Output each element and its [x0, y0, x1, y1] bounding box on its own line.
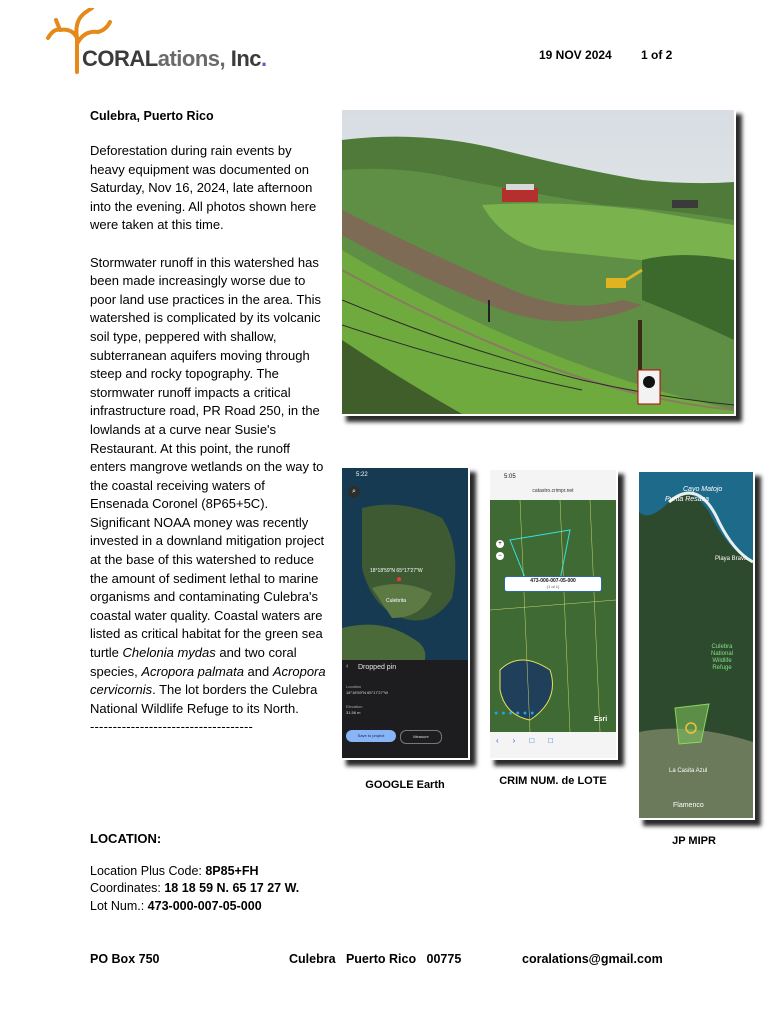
- logo-ations: ations,: [157, 46, 226, 71]
- coordinates-label: Coordinates:: [90, 881, 165, 896]
- article-paragraph-2: [90, 254, 326, 719]
- sheet-title: Dropped pin: [358, 664, 397, 671]
- lot-label: Lot Num.:: [90, 898, 148, 913]
- save-to-project-button[interactable]: Save to project: [346, 730, 396, 742]
- article-paragraph-1: Deforestation during rain events by heavy equipment was documented on Saturday, Nov 16, 2024, late afternoon into the evening. All photos shown here were taken at this time.: [90, 143, 317, 233]
- company-logo: [44, 8, 267, 80]
- jp-mipr-map: [637, 470, 755, 820]
- lot-popup[interactable]: [504, 576, 602, 592]
- toolbar-icons[interactable]: ●●●●●●: [494, 710, 538, 717]
- plus-code-line: [90, 863, 390, 880]
- crim-screenshot: [488, 468, 618, 760]
- elevation-label: Elevation: [346, 704, 363, 709]
- status-time: 5:05: [504, 474, 516, 480]
- article-place: Culebra, Puerto Rico: [90, 109, 214, 123]
- lot-value: 473-000-007-05-000: [147, 898, 262, 913]
- url-bar[interactable]: catastro.crimpr.net: [532, 488, 574, 494]
- footer-po-box: PO Box 750: [90, 952, 160, 966]
- species-chelonia: Chelonia mydas: [122, 645, 216, 661]
- coordinates-value: 18 18 59 N. 65 17 27 W.: [164, 881, 300, 896]
- lot-popup-number: 473-000-007-05-000: [530, 578, 576, 584]
- esri-brand: Esri: [594, 716, 608, 723]
- status-time: 5:22: [356, 472, 368, 478]
- coordinates-overlay: 18°18'59"N 65°17'27"W: [370, 568, 423, 574]
- species-acropora-cervicornis: Acropora cervicornis: [90, 663, 326, 698]
- location-value: 18°18'59"N 65°17'27"W: [346, 690, 389, 695]
- paragraph-2-part-b: and two coral species,: [90, 645, 297, 679]
- sheet-back-icon[interactable]: ‹: [346, 663, 349, 670]
- logo-inc: Inc: [230, 46, 262, 71]
- location-block: [90, 863, 390, 915]
- caption-jp-mipr: JP MIPR: [672, 835, 716, 847]
- section-divider: ------------------------------------: [90, 719, 254, 735]
- paragraph-2-part-c: and: [243, 663, 273, 679]
- search-icon[interactable]: ⌕: [348, 486, 360, 498]
- coordinates-line: [90, 880, 390, 897]
- paragraph-2-part-d: . The lot borders the Culebra National Wildlife Refuge to its North.: [90, 682, 318, 716]
- plus-code-value: 8P85+FH: [205, 864, 259, 878]
- caption-crim: CRIM NUM. de LOTE: [499, 775, 607, 787]
- measure-button[interactable]: Measure: [400, 730, 442, 744]
- article-body: [90, 142, 326, 737]
- deforestation-photo: [340, 108, 736, 416]
- landscape-illustration: [342, 110, 734, 414]
- logo-coral: CORAL: [82, 46, 158, 71]
- place-label: Culebrita: [386, 598, 407, 604]
- footer-city: Culebra Puerto Rico 00775: [289, 952, 462, 966]
- plus-code-label: Location Plus Code:: [90, 864, 206, 878]
- map-label-playa-brava: Playa Brava: [715, 556, 748, 562]
- paragraph-2-part-a: Stormwater runoff in this watershed has been made increasingly worse due to poor land use practices in the area. This watershed is complicated by its volcanic soil type, peppered with shallow, subterranean aquifers moving through steep and rocky topography. The stormwater runoff impacts a critical infrastructure road, PR Road 250, in the lowlands at a curve near Susie's Restaurant. At this point, the runoff enters mangrove wetlands on the way to the coastal receiving waters of Ensenada Coronel (8P65+5C). Significant NOAA money was recently invested in a downland mitigation project at the base of this watershed to reduce the amount of sediment lethal to marine organisms and contaminating Culebra's coastal water quality. Coastal waters are listed as critical habitat for the green sea turtle: [90, 254, 325, 661]
- footer-email[interactable]: coralations@gmail.com: [522, 952, 663, 966]
- map-label-flamenco: Flamenco: [673, 802, 704, 809]
- map-label-cayo-matojo: Cayo Matojo: [683, 486, 723, 493]
- zoom-out-icon[interactable]: −: [496, 552, 504, 560]
- page-number: 1 of 2: [641, 48, 673, 62]
- lot-line: [90, 898, 390, 915]
- map-label-punta-resaca: Punta Resaca: [665, 496, 709, 503]
- elevation-value: 31.56 m: [346, 710, 361, 715]
- location-label: Location: [346, 684, 362, 689]
- map-pin-icon: ●: [396, 574, 403, 585]
- document-date: 19 NOV 2024: [539, 48, 612, 62]
- species-acropora-palmata: Acropora palmata: [141, 663, 244, 679]
- logo-dot: .: [261, 46, 267, 71]
- google-earth-screenshot: [340, 466, 470, 760]
- map-label-wildlife-refuge: Culebra National Wildlife Refuge: [710, 644, 733, 671]
- lot-popup-sub: (1 of 1): [546, 584, 560, 589]
- satellite-map-illustration: [342, 468, 468, 758]
- caption-google-earth: GOOGLE Earth: [365, 779, 445, 791]
- location-heading: LOCATION:: [90, 831, 162, 846]
- browser-nav-icons[interactable]: ‹›□□: [496, 736, 567, 745]
- map-label-casita-azul: La Casita Azul: [669, 768, 708, 774]
- zoom-in-icon[interactable]: +: [496, 540, 504, 548]
